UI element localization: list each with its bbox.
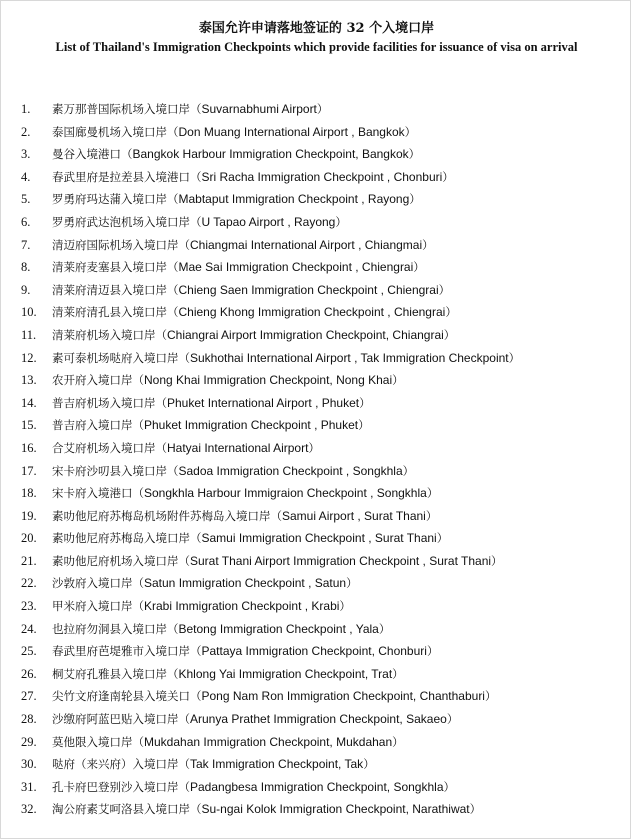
item-row-text xyxy=(52,324,455,347)
item-english-name: Phuket International Airport , Phuket xyxy=(167,395,360,410)
list-item xyxy=(1,731,631,754)
list-item xyxy=(1,98,631,121)
list-item xyxy=(1,324,631,347)
list-item xyxy=(1,505,631,528)
item-chinese-name: 素可泰机场哒府入境口岸 xyxy=(52,350,179,365)
item-english-name: Arunya Prathet Immigration Checkpoint, Sakaeo xyxy=(190,712,447,727)
open-paren: （ xyxy=(132,734,144,749)
item-chinese-name: 农开府入境口岸 xyxy=(52,373,133,388)
item-english-name: Krabi Immigration Checkpoint , Krabi xyxy=(144,599,340,614)
open-paren: （ xyxy=(121,147,133,162)
close-paren: ） xyxy=(484,689,497,704)
item-english-name: Mabtaput Immigration Checkpoint , Rayong xyxy=(178,192,410,207)
item-chinese-name: 宋卡府入境港口 xyxy=(52,486,133,501)
close-paren: ） xyxy=(408,147,421,162)
item-chinese-name: 宋卡府沙叨县入境口岸 xyxy=(52,463,167,478)
list-item xyxy=(1,663,631,686)
list-item xyxy=(1,708,631,731)
item-row-text xyxy=(52,98,328,121)
item-row-text xyxy=(52,460,414,483)
item-row-text xyxy=(52,572,358,595)
item-number: 25. xyxy=(21,644,37,659)
close-paren: ） xyxy=(392,373,404,388)
item-chinese-name: 沙缴府阿蓝巴贴入境口岸 xyxy=(52,712,179,727)
open-paren: （ xyxy=(190,169,202,184)
open-paren: （ xyxy=(167,192,179,207)
item-chinese-name: 普吉府入境口岸 xyxy=(52,418,133,433)
item-row-text xyxy=(52,505,437,528)
item-english-name: Mae Sai Immigration Checkpoint , Chiengrai xyxy=(178,260,414,275)
open-paren: （ xyxy=(167,282,179,297)
item-row-text xyxy=(52,753,375,776)
item-row-text xyxy=(52,618,390,641)
item-english-name: Satun Immigration Checkpoint , Satun xyxy=(144,576,347,591)
close-paren: ） xyxy=(358,418,370,433)
item-chinese-name: 曼谷入境港口 xyxy=(52,147,121,162)
open-paren: （ xyxy=(167,666,179,681)
list-item xyxy=(1,460,631,483)
open-paren: （ xyxy=(167,124,179,139)
item-number: 27. xyxy=(21,689,37,704)
item-english-name: Don Muang International Airport , Bangkok xyxy=(178,124,405,139)
list-item xyxy=(1,685,631,708)
list-item xyxy=(1,482,631,505)
item-row-text xyxy=(52,279,450,302)
list-item xyxy=(1,595,631,618)
item-row-text xyxy=(52,731,404,754)
list-item xyxy=(1,188,631,211)
close-paren: ） xyxy=(392,734,404,749)
item-english-name: Hatyai International Airport xyxy=(167,440,309,455)
item-chinese-name: 罗勇府武达泡机场入境口岸 xyxy=(52,214,190,229)
item-english-name: Chieng Saen Immigration Checkpoint , Chiengrai xyxy=(178,282,439,297)
item-number: 12. xyxy=(21,350,37,365)
close-paren: ） xyxy=(426,486,439,501)
item-number: 7. xyxy=(21,237,31,252)
item-english-name: Pong Nam Ron Immigration Checkpoint, Chanthaburi xyxy=(201,689,485,704)
item-chinese-name: 清莱府机场入境口岸 xyxy=(52,327,156,342)
item-chinese-name: 素万那普国际机场入境口岸 xyxy=(52,102,190,116)
item-row-text xyxy=(52,437,320,460)
open-paren: （ xyxy=(178,237,190,252)
item-number: 14. xyxy=(21,395,37,410)
list-item xyxy=(1,234,631,257)
item-english-name: Phuket Immigration Checkpoint , Phuket xyxy=(144,418,359,433)
item-chinese-name: 孔卡府巴登别沙入境口岸 xyxy=(52,779,179,794)
close-paren: ） xyxy=(359,395,371,410)
item-row-text xyxy=(52,708,458,731)
list-item xyxy=(1,211,631,234)
title-chinese: 泰国允许申请落地签证的 32 个入境口岸 xyxy=(198,21,435,36)
item-row-text xyxy=(52,143,420,166)
item-number: 32. xyxy=(21,802,37,817)
item-row-text xyxy=(52,527,448,550)
item-english-name: Samui Airport , Surat Thani xyxy=(282,508,426,523)
item-english-name: Samui Immigration Checkpoint , Surat Thani xyxy=(201,531,437,546)
list-item xyxy=(1,753,631,776)
item-row-text xyxy=(52,414,370,437)
item-chinese-name: 沙敦府入境口岸 xyxy=(52,576,133,591)
item-number: 24. xyxy=(21,621,37,636)
close-paren: ） xyxy=(425,508,438,523)
item-row-text xyxy=(52,798,481,821)
checkpoint-list xyxy=(1,98,631,821)
item-chinese-name: 哒府（来兴府）入境口岸 xyxy=(52,757,179,772)
list-item xyxy=(1,392,631,415)
open-paren: （ xyxy=(178,757,190,772)
close-paren: ） xyxy=(445,305,457,320)
item-number: 16. xyxy=(21,440,37,455)
item-number: 2. xyxy=(21,124,31,139)
item-number: 29. xyxy=(21,734,37,749)
open-paren: （ xyxy=(167,621,179,636)
list-item xyxy=(1,369,631,392)
item-row-text xyxy=(52,550,503,573)
item-number: 21. xyxy=(21,553,37,568)
close-paren: ） xyxy=(508,350,521,365)
item-chinese-name: 素叻他尼府苏梅岛机场附件苏梅岛入境口岸 xyxy=(52,508,271,523)
open-paren: （ xyxy=(132,418,144,433)
item-english-name: Betong Immigration Checkpoint , Yala xyxy=(178,621,379,636)
close-paren: ） xyxy=(491,553,503,568)
list-item xyxy=(1,256,631,279)
item-chinese-name: 普吉府机场入境口岸 xyxy=(52,395,156,410)
item-english-name: Nong Khai Immigration Checkpoint, Nong Khai xyxy=(144,373,393,388)
list-item xyxy=(1,166,631,189)
item-english-name: Tak Immigration Checkpoint, Tak xyxy=(190,757,364,772)
item-row-text xyxy=(52,234,434,257)
close-paren: ） xyxy=(443,327,456,342)
item-chinese-name: 泰国廊曼机场入境口岸 xyxy=(52,124,167,139)
list-item xyxy=(1,347,631,370)
open-paren: （ xyxy=(178,350,190,365)
item-row-text xyxy=(52,121,416,144)
open-paren: （ xyxy=(155,440,167,455)
item-chinese-name: 素叻他尼府机场入境口岸 xyxy=(52,553,179,568)
item-number: 30. xyxy=(21,757,37,772)
open-paren: （ xyxy=(155,327,167,342)
item-number: 19. xyxy=(21,508,37,523)
list-item xyxy=(1,301,631,324)
item-english-name: U Tapao Airport , Rayong xyxy=(201,214,336,229)
open-paren: （ xyxy=(190,644,202,659)
item-english-name: Pattaya Immigration Checkpoint, Chonburi xyxy=(201,644,427,659)
close-paren: ） xyxy=(446,712,459,727)
item-chinese-name: 清莱府清迈县入境口岸 xyxy=(52,282,167,297)
item-english-name: Chiangrai Airport Immigration Checkpoint, Chiangrai xyxy=(167,327,444,342)
item-row-text xyxy=(52,188,421,211)
list-item xyxy=(1,437,631,460)
item-chinese-name: 春武里府是拉差县入境港口 xyxy=(52,169,190,184)
item-english-name: Su-ngai Kolok Immigration Checkpoint, Narathiwat xyxy=(201,802,470,817)
open-paren: （ xyxy=(190,214,202,229)
open-paren: （ xyxy=(167,463,179,478)
item-number: 22. xyxy=(21,576,37,591)
list-item xyxy=(1,798,631,821)
item-chinese-name: 素叻他尼府苏梅岛入境口岸 xyxy=(52,531,190,546)
close-paren: ） xyxy=(402,463,415,478)
item-number: 20. xyxy=(21,531,37,546)
item-number: 11. xyxy=(21,327,37,342)
item-chinese-name: 清莱府清孔县入境口岸 xyxy=(52,305,167,320)
item-chinese-name: 罗勇府玛达蒲入境口岸 xyxy=(52,192,167,207)
item-number: 3. xyxy=(21,147,31,162)
close-paren: ） xyxy=(404,124,417,139)
item-english-name: Sukhothai International Airport , Tak Immigration Checkpoint xyxy=(190,350,509,365)
list-item xyxy=(1,414,631,437)
close-paren: ） xyxy=(409,192,421,207)
close-paren: ） xyxy=(346,576,358,591)
open-paren: （ xyxy=(190,102,202,116)
item-number: 15. xyxy=(21,418,37,433)
item-row-text xyxy=(52,301,457,324)
item-english-name: Sri Racha Immigration Checkpoint , Chonburi xyxy=(201,169,443,184)
open-paren: （ xyxy=(178,553,190,568)
item-number: 13. xyxy=(21,373,37,388)
item-number: 6. xyxy=(21,214,31,229)
list-item xyxy=(1,143,631,166)
item-number: 23. xyxy=(21,599,37,614)
item-row-text xyxy=(52,595,351,618)
close-paren: ） xyxy=(469,802,482,817)
item-chinese-name: 桐艾府孔雅县入境口岸 xyxy=(52,666,167,681)
item-number: 18. xyxy=(21,486,37,501)
item-row-text xyxy=(52,347,520,370)
item-english-name: Sadoa Immigration Checkpoint , Songkhla xyxy=(178,463,403,478)
item-english-name: Khlong Yai Immigration Checkpoint, Trat xyxy=(178,666,393,681)
item-row-text xyxy=(52,392,371,415)
close-paren: ） xyxy=(426,644,439,659)
item-english-name: Suvarnabhumi Airport xyxy=(201,102,317,116)
close-paren: ） xyxy=(378,621,391,636)
item-english-name: Songkhla Harbour Immigraion Checkpoint , Songkhla xyxy=(144,486,427,501)
item-number: 1. xyxy=(21,102,31,116)
list-item xyxy=(1,550,631,573)
item-chinese-name: 甲米府入境口岸 xyxy=(52,599,133,614)
item-english-name: Surat Thani Airport Immigration Checkpoint , Surat Thani xyxy=(190,553,492,568)
close-paren: ） xyxy=(335,214,347,229)
item-chinese-name: 春武里府芭堤雅市入境口岸 xyxy=(52,644,190,659)
list-item xyxy=(1,618,631,641)
close-paren: ） xyxy=(436,531,449,546)
list-item xyxy=(1,121,631,144)
item-number: 9. xyxy=(21,282,31,297)
close-paren: ） xyxy=(438,282,451,297)
open-paren: （ xyxy=(167,260,179,275)
item-number: 28. xyxy=(21,712,37,727)
title-english: List of Thailand's Immigration Checkpoints which provide facilities for issuance of visa on arrival xyxy=(55,40,578,54)
item-row-text xyxy=(52,482,438,505)
close-paren: ） xyxy=(316,102,329,116)
item-row-text xyxy=(52,211,347,234)
item-row-text xyxy=(52,166,454,189)
open-paren: （ xyxy=(190,531,202,546)
item-english-name: Padangbesa Immigration Checkpoint, Songkhla xyxy=(190,779,444,794)
close-paren: ） xyxy=(339,599,351,614)
item-chinese-name: 莫他限入境口岸 xyxy=(52,734,133,749)
open-paren: （ xyxy=(155,395,167,410)
item-number: 26. xyxy=(21,666,37,681)
item-chinese-name: 也拉府勿洞县入境口岸 xyxy=(52,621,167,636)
close-paren: ） xyxy=(413,260,425,275)
list-item xyxy=(1,776,631,799)
item-chinese-name: 淘公府素艾呵洛县入境口岸 xyxy=(52,802,190,817)
item-english-name: Chiangmai International Airport , Chiangmai xyxy=(190,237,423,252)
item-row-text xyxy=(52,256,425,279)
item-row-text xyxy=(52,776,455,799)
close-paren: ） xyxy=(442,169,454,184)
close-paren: ） xyxy=(422,237,434,252)
item-row-text xyxy=(52,663,404,686)
item-chinese-name: 尖竹文府逢南轮县入境关口 xyxy=(52,689,190,704)
item-number: 5. xyxy=(21,192,31,207)
open-paren: （ xyxy=(178,712,190,727)
list-item xyxy=(1,279,631,302)
open-paren: （ xyxy=(167,305,179,320)
close-paren: ） xyxy=(392,666,404,681)
close-paren: ） xyxy=(443,779,455,794)
open-paren: （ xyxy=(190,802,202,817)
list-item xyxy=(1,527,631,550)
open-paren: （ xyxy=(132,486,144,501)
item-chinese-name: 合艾府机场入境口岸 xyxy=(52,440,156,455)
open-paren: （ xyxy=(190,689,202,704)
item-row-text xyxy=(52,685,496,708)
item-number: 31. xyxy=(21,779,37,794)
list-item xyxy=(1,572,631,595)
list-item xyxy=(1,640,631,663)
item-chinese-name: 清莱府麦塞县入境口岸 xyxy=(52,260,167,275)
item-number: 10. xyxy=(21,305,37,320)
open-paren: （ xyxy=(178,779,190,794)
item-number: 8. xyxy=(21,260,31,275)
item-number: 4. xyxy=(21,169,31,184)
open-paren: （ xyxy=(132,373,144,388)
item-chinese-name: 清迈府国际机场入境口岸 xyxy=(52,237,179,252)
item-row-text xyxy=(52,640,438,663)
item-english-name: Mukdahan Immigration Checkpoint, Mukdahan xyxy=(144,734,393,749)
close-paren: ） xyxy=(363,757,375,772)
open-paren: （ xyxy=(132,576,144,591)
item-number: 17. xyxy=(21,463,37,478)
item-english-name: Chieng Khong Immigration Checkpoint , Chiengrai xyxy=(178,305,446,320)
open-paren: （ xyxy=(270,508,282,523)
close-paren: ） xyxy=(308,440,320,455)
item-row-text xyxy=(52,369,404,392)
item-english-name: Bangkok Harbour Immigration Checkpoint, Bangkok xyxy=(132,147,409,162)
open-paren: （ xyxy=(132,599,144,614)
